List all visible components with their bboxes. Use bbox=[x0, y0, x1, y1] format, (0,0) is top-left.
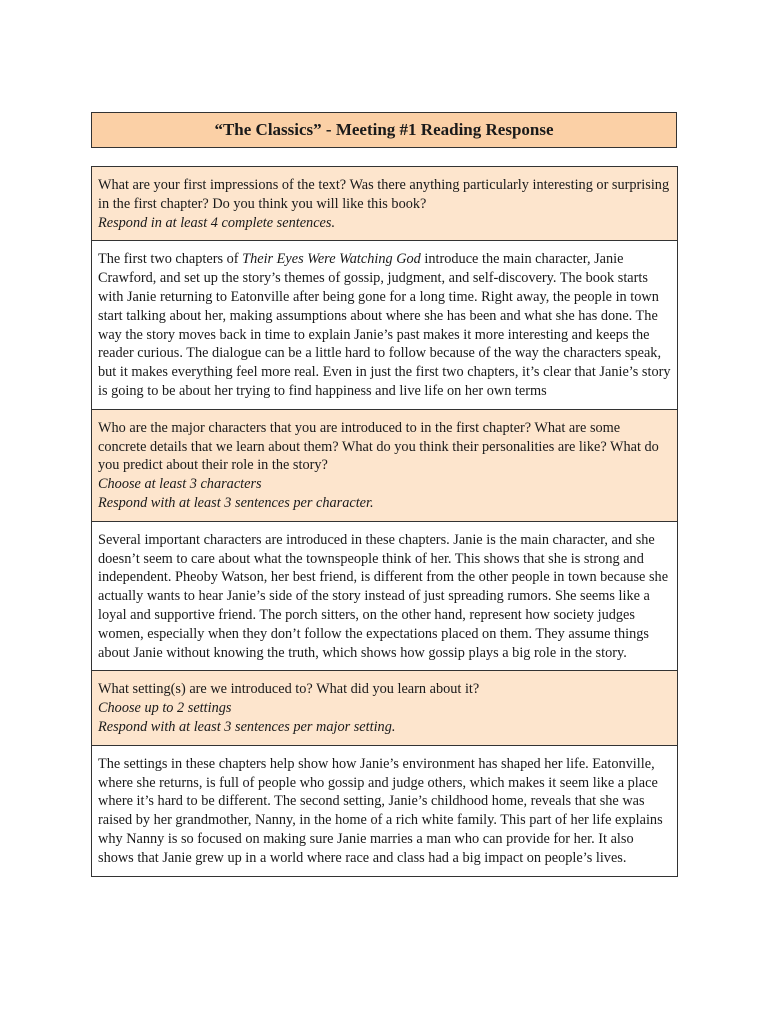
question-row-settings bbox=[92, 671, 678, 745]
answer-text: The settings in these chapters help show how Janie’s environment has shaped her life. Eatonville, where she returns, is full of people who gossip and judge others, which makes it seem like a place where it’s hard to be different. The second setting, Janie’s childhood home, reveals that she was raised by her grandmother, Nanny, in the home of a rich white family. This part of her life explains why Nanny is so focused on making sure Janie marries a man who can provide for her. It also shows that Janie grew up in a world where race and class had a big impact on people’s lives. bbox=[98, 755, 663, 866]
book-title: Their Eyes Were Watching God bbox=[242, 251, 421, 268]
instruction-text: Respond in at least 4 complete sentences. bbox=[98, 214, 336, 231]
question-text: Who are the major characters that you are introduced to in the first chapter? What are some concrete details that we learn about them? What do you think their personalities are like? What do you predict about their role in the story? bbox=[98, 419, 659, 474]
answer-row-first-impressions bbox=[92, 241, 678, 409]
question-text: What setting(s) are we introduced to? What did you learn about it? bbox=[98, 681, 480, 698]
page-title: “The Classics” - Meeting #1 Reading Response bbox=[91, 112, 677, 148]
instruction-text: Respond with at least 3 sentences per major setting. bbox=[98, 718, 396, 735]
answer-text: introduce the main character, Janie Crawford, and set up the story’s themes of gossip, judgment, and self-discovery. The book starts with Janie returning to Eatonville after being gone for a long time. Right away, the people in town start talking about her, making assumptions about where she has been and what she has done. The way the story moves back in time to explain Janie’s past makes it more interesting and keeps the reader curious. The dialogue can be a little hard to follow because of the way the characters speak, but it makes everything feel more real. Even in just the first two chapters, it’s clear that Janie’s story is going to be about her trying to find happiness and live life on her own terms bbox=[98, 251, 671, 399]
question-cell bbox=[92, 409, 678, 521]
instruction-text: Respond with at least 3 sentences per character. bbox=[98, 494, 374, 511]
answer-row-characters bbox=[92, 521, 678, 671]
reading-response-table bbox=[91, 166, 678, 877]
instruction-text: Choose at least 3 characters bbox=[98, 476, 262, 493]
question-row-first-impressions bbox=[92, 167, 678, 241]
answer-cell bbox=[92, 521, 678, 671]
question-row-characters bbox=[92, 409, 678, 521]
answer-row-settings bbox=[92, 745, 678, 876]
answer-text-prefix: The first two chapters of bbox=[98, 251, 243, 268]
instruction-text: Choose up to 2 settings bbox=[98, 700, 232, 717]
question-cell bbox=[92, 671, 678, 745]
question-text: What are your first impressions of the text? Was there anything particularly interesting or surprising in the first chapter? Do you think you will like this book? bbox=[98, 177, 670, 212]
question-cell bbox=[92, 167, 678, 241]
answer-text: Several important characters are introduced in these chapters. Janie is the main character, and she doesn’t seem to care about what the townspeople think of her. This shows that she is strong and independent. Pheoby Watson, her best friend, is different from the other people in town because she actually wants to hear Janie’s side of the story instead of just spreading rumors. She seems like a loyal and supportive friend. The porch sitters, on the other hand, represent how society judges women, especially when they don’t follow the expectations placed on them. They assume things about Janie without knowing the truth, which shows how gossip plays a big role in the story. bbox=[98, 531, 669, 661]
answer-cell bbox=[92, 745, 678, 876]
answer-cell bbox=[92, 241, 678, 409]
